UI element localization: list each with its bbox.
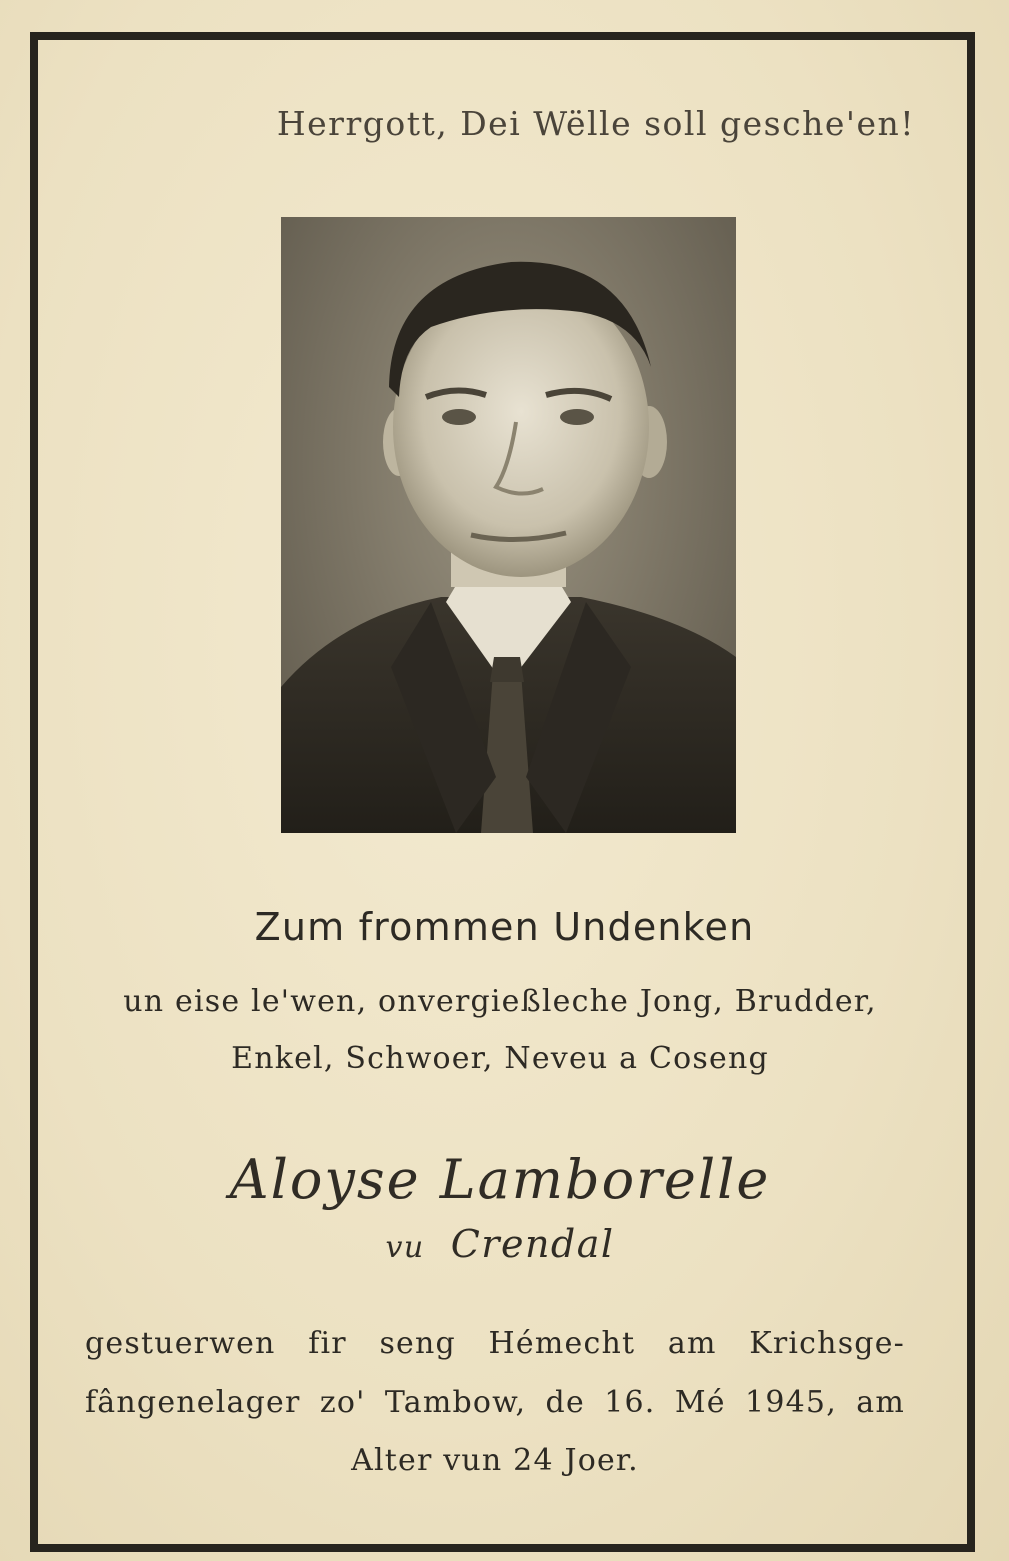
heading-in-memory: Zum frommen Undenken: [254, 905, 755, 949]
portrait-silhouette-icon: [281, 217, 736, 833]
dedication-line-2: Enkel, Schwoer, Neveu a Coseng: [231, 1041, 769, 1076]
origin: [0, 1222, 1000, 1266]
origin-place: Crendal: [450, 1222, 615, 1266]
dedication-line-1: un eise le'wen, onvergießleche Jong, Brudder,: [123, 984, 877, 1019]
motto-text: Herrgott, Dei Wëlle soll gesche'en!: [276, 104, 915, 143]
death-line-1: gestuerwen fir seng Hémecht am Krichsge-: [85, 1326, 905, 1361]
portrait-photo: [281, 217, 736, 833]
death-line-2: fângenelager zo' Tambow, de 16. Mé 1945, am: [85, 1385, 905, 1420]
death-line-3: Alter vun 24 Joer.: [351, 1443, 639, 1478]
origin-prefix: vu: [385, 1230, 425, 1265]
deceased-name: Aloyse Lamborelle: [229, 1148, 771, 1211]
